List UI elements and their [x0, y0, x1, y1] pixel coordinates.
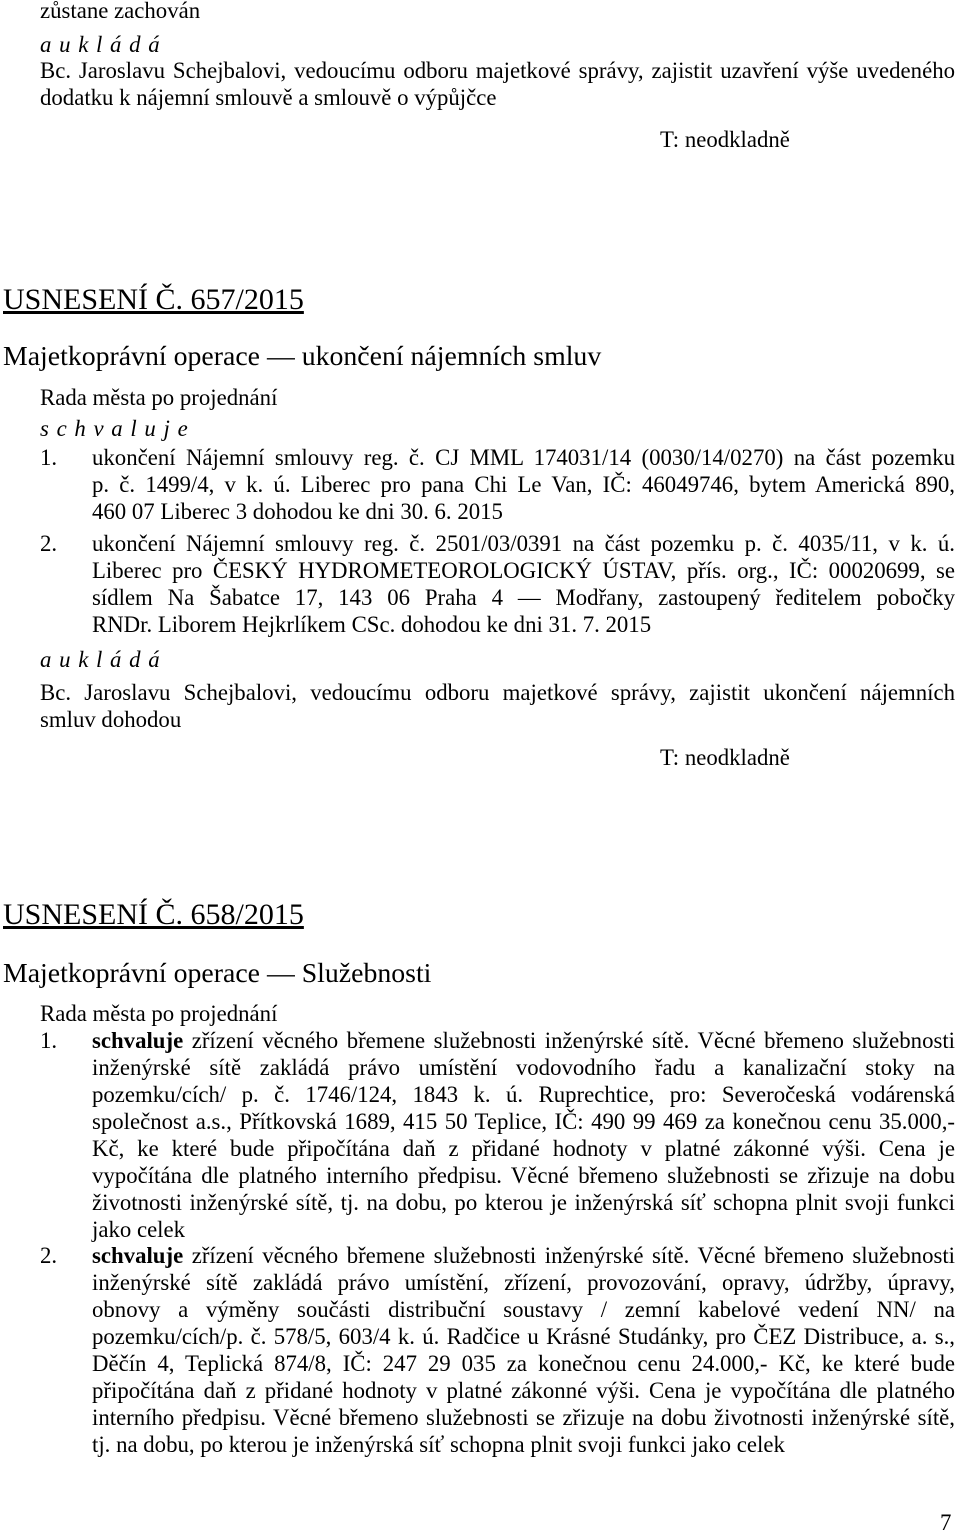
item-number: 2.	[40, 531, 58, 556]
page-number: 7	[940, 1510, 952, 1535]
text-line	[92, 1242, 955, 1269]
task-verb: a u k l á d á	[40, 32, 160, 57]
text-line: společnost a.s., Přítkovská 1689, 415 50 Teplice, IČ: 490 99 469 za konečnou cenu 35.000,-	[92, 1109, 955, 1134]
text-line: Liberec pro ČESKÝ HYDROMETEOROLOGICKÝ ÚSTAV, přís. org., IČ: 00020699, se	[92, 558, 955, 583]
item-number: 2.	[40, 1243, 58, 1268]
text-span: zřízení věcného břemene služebnosti inženýrské sítě. Věcné břemeno služebnosti	[191, 1028, 956, 1053]
text-span: zřízení věcného břemene služebnosti inženýrské sítě. Věcné břemeno služebnosti	[191, 1243, 956, 1268]
text-line: 460 07 Liberec 3 dohodou ke dni 30. 6. 2015	[92, 499, 503, 524]
task-paragraph	[40, 57, 955, 111]
list-item	[40, 1027, 955, 1243]
text-line: ukončení Nájemní smlouvy reg. č. 2501/03/0391 na část pozemku p. č. 4035/11, v k. ú.	[92, 531, 955, 556]
resolution-title: USNESENÍ Č. 657/2015	[3, 283, 304, 316]
item-number: 1.	[40, 1028, 58, 1053]
text-line: sídlem Na Šabatce 17, 143 06 Praha 4 — Modřany, zastoupený ředitelem pobočky	[92, 585, 955, 610]
text-line: připočítána daň z přidané hodnoty v platné zákonné výši. Cena je vypočítána dle platného	[92, 1378, 955, 1403]
continuation-text: zůstane zachován	[40, 0, 201, 23]
text-line: inženýrské sítě zakládá právo umístění, zřízení, provozování, opravy, údržby, úpravy,	[92, 1270, 955, 1295]
text-line: pozemku/cích/p. č. 578/5, 603/4 k. ú. Radčice u Krásné Studánky, pro ČEZ Distribuce, a. s.,	[92, 1324, 955, 1349]
text-line: dodatku k nájemní smlouvě a smlouvě o výpůjčce	[40, 85, 497, 110]
text-line: jako celek	[92, 1217, 186, 1242]
text-line: obnovy a výměny součásti distribuční soustavy / zemní kabelové vedení NN/ na	[92, 1297, 955, 1322]
list-item	[40, 444, 955, 525]
text-line: smluv dohodou	[40, 707, 182, 732]
text-line: Bc. Jaroslavu Schejbalovi, vedoucímu odboru majetkové správy, zajistit ukončení nájemních	[40, 680, 955, 705]
text-line: Děčín 4, Teplická 874/8, IČ: 247 29 035 za konečnou cenu 24.000,- Kč, ke které bude	[92, 1351, 955, 1376]
item-verb: schvaluje	[92, 1028, 184, 1053]
resolution-intro: Rada města po projednání	[40, 385, 278, 410]
text-line: vypočítána dle platného interního předpisu. Věcné břemeno služebnosti se zřizuje na dobu	[92, 1163, 955, 1188]
resolution-title: USNESENÍ Č. 658/2015	[3, 898, 304, 931]
list-item	[40, 530, 955, 638]
text-line: Bc. Jaroslavu Schejbalovi, vedoucímu odboru majetkové správy, zajistit uzavření výše uvedeného	[40, 58, 955, 83]
text-line: životnosti inženýrské sítě, tj. na dobu, po kterou je inženýrská síť schopna plnit svoji funkci	[92, 1190, 955, 1215]
list-item	[40, 1242, 955, 1458]
text-line: tj. na dobu, po kterou je inženýrská síť schopna plnit svoji funkci jako celek	[92, 1432, 785, 1457]
resolution-subject: Majetkoprávní operace — Služebnosti	[3, 958, 432, 989]
task-paragraph	[40, 679, 955, 733]
resolution-intro: Rada města po projednání	[40, 1001, 278, 1026]
text-line: RNDr. Liborem Hejkrlíkem CSc. dohodou ke dni 31. 7. 2015	[92, 612, 652, 637]
resolution-verb: s c h v a l u j e	[40, 416, 188, 441]
text-line: p. č. 1499/4, v k. ú. Liberec pro pana Chi Le Van, IČ: 46049746, bytem Americká 890,	[92, 472, 955, 497]
deadline: T: neodkladně	[660, 745, 790, 770]
item-number: 1.	[40, 445, 58, 470]
text-line	[92, 1027, 955, 1054]
deadline: T: neodkladně	[660, 127, 790, 152]
text-line: Kč, ke které bude připočítána daň z přidané hodnoty v platné zákonné výši. Cena je	[92, 1136, 955, 1161]
text-line: pozemku/cích/ p. č. 1746/124, 1843 k. ú. Ruprechtice, pro: Severočeská vodárenská	[92, 1082, 955, 1107]
text-line: inženýrské sítě zakládá právo umístění vodovodního řadu a kanalizační stoky na	[92, 1055, 955, 1080]
resolution-subject: Majetkoprávní operace — ukončení nájemních smluv	[3, 341, 602, 372]
task-verb: a u k l á d á	[40, 647, 160, 672]
text-line: ukončení Nájemní smlouvy reg. č. CJ MML 174031/14 (0030/14/0270) na část pozemku	[92, 445, 955, 470]
text-line: interního předpisu. Věcné břemeno služebnosti se zřizuje na dobu životnosti inženýrské sítě,	[92, 1405, 955, 1430]
item-verb: schvaluje	[92, 1243, 184, 1268]
